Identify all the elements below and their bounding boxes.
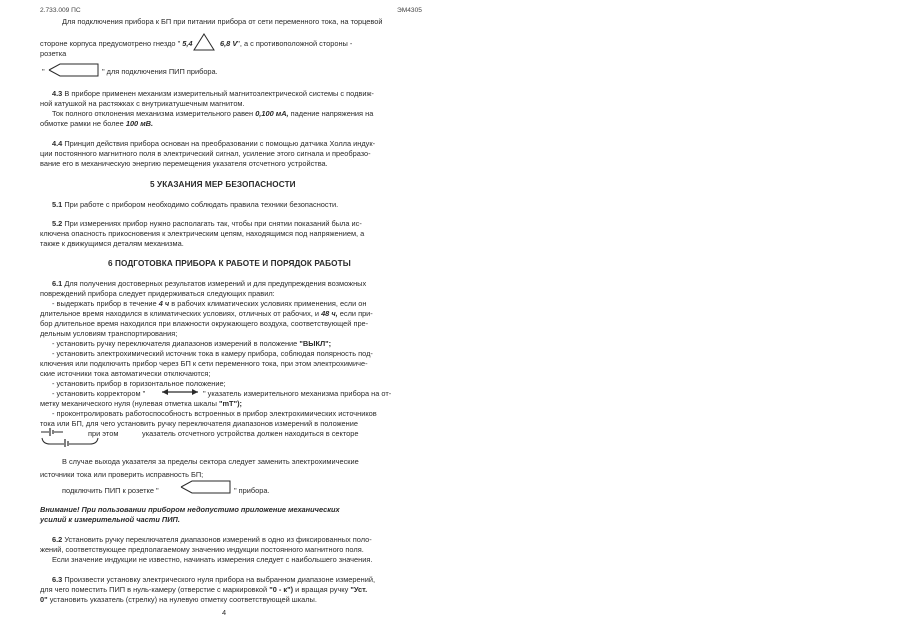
para-line: " для подключения ПИП прибора. <box>102 67 218 76</box>
para-line: - установить прибор в горизонтальное положение; <box>52 379 226 388</box>
para-line: повреждений прибора следует придерживаться следующих правил: <box>40 289 275 298</box>
para-line: " прибора. <box>234 486 270 495</box>
para-line: " указатель измерительного механизма прибора на от- <box>203 389 392 398</box>
section-6-heading: 6 ПОДГОТОВКА ПРИБОРА К РАБОТЕ И ПОРЯДОК РАБОТЫ <box>108 259 351 268</box>
para-line: ключения или подключить прибор через БП к сети переменного тока, при этом электрохимиче- <box>40 359 368 368</box>
para-line: длительное время находился в климатических условиях, отличных от рабочих, и 48 ч, если при- <box>40 309 373 318</box>
triangle-symbol-icon <box>193 33 215 51</box>
para-line: стороне корпуса предусмотрено гнездо " 5,4 <box>40 39 193 48</box>
sector-symbol-icon <box>40 436 102 448</box>
para-line: - выдержать прибор в течение 4 ч в рабочих климатических условиях применения, если он <box>52 299 367 308</box>
para-line: ключена опасность прикосновения к электрическим цепям, находящимся под напряжением, а <box>40 229 365 238</box>
para-line: при этом <box>88 429 119 438</box>
para-line: вание его в механическую энергию перемещения указателя отсчетного устройства. <box>40 159 328 168</box>
socket-symbol-icon <box>48 63 100 77</box>
para-line: Ток полного отклонения механизма измерительного равен 0,100 мА, падение напряжения на <box>52 109 374 118</box>
section-5-1-line: 5.1 При работе с прибором необходимо соблюдать правила техники безопасности. <box>52 200 339 209</box>
para-line: - установить электрохимический источник тока в камеру прибора, соблюдая полярность под- <box>52 349 373 358</box>
section-5-heading: 5 УКАЗАНИЯ МЕР БЕЗОПАСНОСТИ <box>150 180 296 189</box>
section-6-2-line: 6.2 Установить ручку переключателя диапазонов измерений в одно из фиксированных поло- <box>52 535 372 544</box>
para-line: для чего поместить ПИП в нуль-камеру (отверстие с маркировкой "0 - к") и вращая ручку "Уст. <box>40 585 368 594</box>
para-line: источники тока или проверить исправность БП; <box>40 470 204 479</box>
section-5-2-line: 5.2 При измерениях прибор нужно располагать так, чтобы при снятии показаний была ис- <box>52 219 362 228</box>
para-line: также к движущимся деталям механизма. <box>40 239 184 248</box>
para-line: ские источники тока автоматически отключаются; <box>40 369 211 378</box>
para-line: подключить ПИП к розетке " <box>62 486 159 495</box>
para-line: ции постоянного магнитного поля в электрический сигнал, усиление этого сигнала и преобразо- <box>40 149 371 158</box>
warning-line: усилий к измерительной части ПИП. <box>40 515 180 524</box>
para-line: метку механического нуля (нулевая отметка шкалы "mT"); <box>40 399 243 408</box>
para-line: Если значение индукции не известно, начинать измерения следует с наибольшего значения. <box>52 555 373 564</box>
section-6-3-line: 6.3 Произвести установку электрического нуля прибора на выбранном диапазоне измерений, <box>52 575 376 584</box>
para-line: ной катушкой на растяжках с внутрикатушечным магнитом. <box>40 99 245 108</box>
para-line: - установить корректором " <box>52 389 146 398</box>
para-line: Для подключения прибора к БП при питании прибора от сети переменного тока, на торцевой <box>62 17 383 26</box>
para-line: дельным условиям транспортирования; <box>40 329 178 338</box>
para-line: - установить ручку переключателя диапазонов измерений в положение "ВЫКЛ"; <box>52 339 332 348</box>
para-line: жений, соответствующее предполагаемому значению индукции постоянного магнитного поля. <box>40 545 364 554</box>
para-line: - проконтролировать работоспособность встроенных в прибор электрохимических источников <box>52 409 377 418</box>
warning-line: Внимание! При пользовании прибором недопустимо приложение механических <box>40 505 340 514</box>
quote-mark: " <box>42 67 45 76</box>
para-line: указатель отсчетного устройства должен находиться в секторе <box>142 429 359 438</box>
section-6-1-line: 6.1 Для получения достоверных результатов измерений и для предупреждения возможных <box>52 279 367 288</box>
para-line: 6,8 V", а с противоположной стороны - <box>220 39 353 48</box>
para-line: розетка <box>40 49 67 58</box>
model-number: ЭМ4305 <box>397 7 422 14</box>
section-4-4-line: 4.4 Принцип действия прибора основан на преобразовании с помощью датчика Холла индук- <box>52 139 376 148</box>
page-number: 4 <box>222 608 227 617</box>
para-line: тока или БП, для чего установить ручку переключателя диапазонов измерений в положение <box>40 419 358 428</box>
socket-symbol-icon <box>180 480 232 494</box>
para-line: 0" установить указатель (стрелку) на нулевую отметку соответствующей шкалы. <box>40 595 317 604</box>
corrector-arrows-icon <box>160 387 200 397</box>
para-line: В случае выхода указателя за пределы сектора следует заменить электрохимические <box>62 457 359 466</box>
para-line: бор длительное время находился при влажности окружающего воздуха, соответствующей пре- <box>40 319 369 328</box>
section-4-3-line: 4.3 В приборе применен механизм измерительный магнитоэлектрической системы с подвиж- <box>52 89 374 98</box>
doc-code: 2.733.009 ПС <box>40 7 81 14</box>
para-line: обмотке рамки не более 100 мВ. <box>40 119 154 128</box>
